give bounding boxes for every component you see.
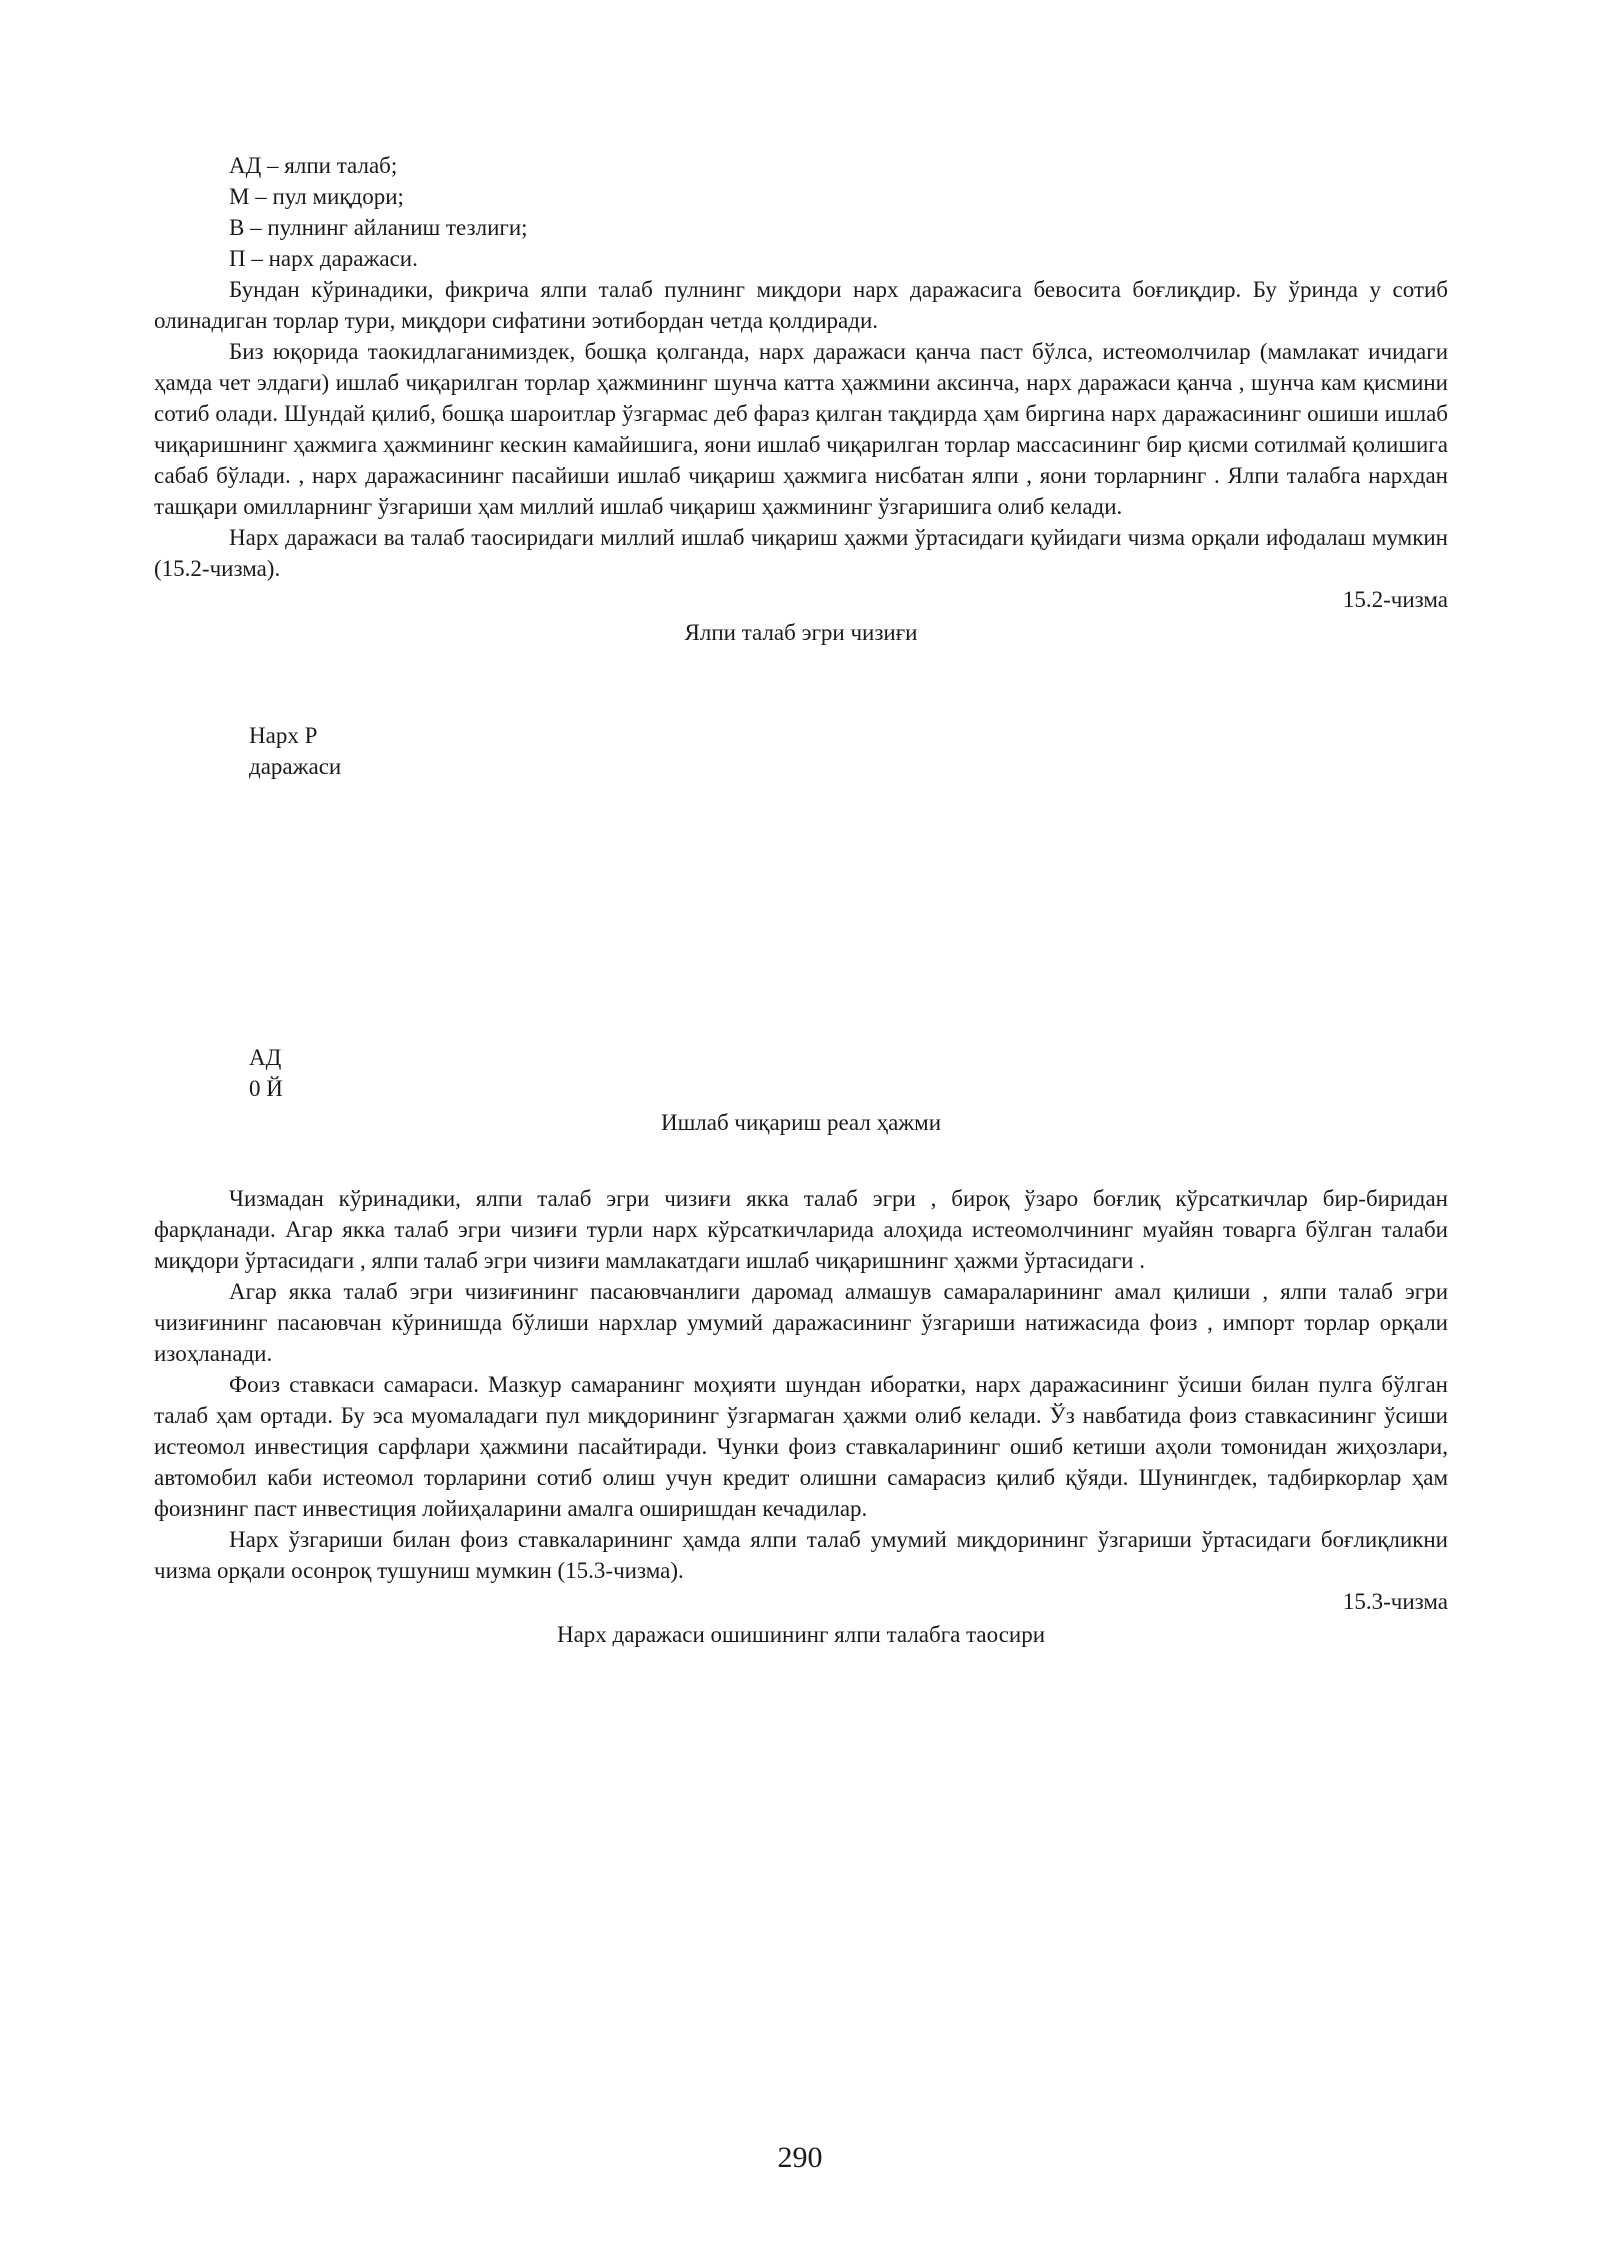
bottom-text-block [154,1183,1448,1650]
body-paragraph: Нарх ўзгариши билан фоиз ставкаларининг ҳамда ялпи талаб умумий миқдорининг ўзгариши ўртасидаги боғлиқликни чизма орқали осонроқ тушуниш мумкин (15.3-чизма). [154,1527,1448,1583]
page-number: 290 [777,2141,823,2174]
y-axis-label-line2: даражаси [249,754,342,779]
figure-x-label-block [154,1107,1448,1138]
x-axis-label: Ишлаб чиқариш реал ҳажми [660,1110,942,1135]
body-paragraph: Биз юқорида таокидлаганимиздек, бошқа қолганда, нарх даражаси қанча паст бўлса, истеомолчилар (мамлакат ичидаги ҳамда чет элдаги) ишлаб чиқарилган торлар ҳажмининг шунча катта ҳажмини аксинча, нарх даражаси қанча , шунча кам қисмини сотиб олади. Шундай қилиб, бошқа шароитлар ўзгармас деб фараз қилган тақдирда ҳам биргина нарх даражасининг ошиши ишлаб чиқаришнинг ҳажмига ҳажмининг кескин камайишига, яони ишлаб чиқарилган торлар массасининг бир қисми сотилмай қолишига сабаб бўлади. , нарх даражасининг пасайиши ишлаб чиқариш ҳажмига нисбатан ялпи , яони торларнинг . Ялпи талабга нархдан ташқари омилларнинг ўзгариши ҳам миллий ишлаб чиқариш ҳажмининг ўзгаришига олиб келади. [154,339,1448,519]
curve-label: АД [249,1045,282,1070]
body-paragraph: Фоиз ставкаси самараси. Мазкур самаранинг моҳияти шундан иборатки, нарх даражасининг ўсиши билан пулга бўлган талаб ҳам ортади. Бу эса муомаладаги пул миқдорининг ўзгармаган ҳажми олиб келади. Ўз навбатида фоиз ставкасининг ўсиши истеомол инвестиция сарфлари ҳажмини пасайтиради. Чунки фоиз ставкаларининг ошиб кетиши аҳоли томонидан жиҳозлари, автомобил каби истеомол торларини сотиб олиш учун кредит олишни самарасиз қилиб қўяди. Шунингдек, тадбиркорлар ҳам фоизнинг паст инвестиция лойиҳаларини амалга оширишдан кечадилар. [154,1372,1448,1521]
definition-line: В – пулнинг айланиш тезлиги; [229,215,528,240]
definition-line: АД – ялпи талаб; [229,153,398,178]
top-text-block [154,150,1448,648]
aggregate-demand-figure [154,720,1448,1140]
body-paragraph: Агар якка талаб эгри чизиғининг пасаювчанлиги даромад алмашув самараларининг амал қилиши , ялпи талаб эгри чизиғининг пасаювчан кўринишда бўлиши нархлар умумий даражасининг ўзгариши натижасида фоиз , импорт торлар орқали изоҳланади. [154,1279,1448,1366]
body-paragraph: Нарх даражаси ва талаб таосиридаги миллий ишлаб чиқариш ҳажми ўртасидаги қуйидаги чизма орқали ифодалаш мумкин (15.2-чизма). [154,525,1448,581]
figure-title: Нарх даражаси ошишининг ялпи талабга таосири [556,1622,1046,1647]
body-paragraph: Бундан кўринадики, фикрича ялпи талаб пулнинг миқдори нарх даражасига бевосита боғлиқдир. Бу ўринда у сотиб олинадиган торлар тури, миқдори сифатини эотибордан четда қолдиради. [154,277,1448,333]
definition-line: М – пул миқдори; [229,184,404,209]
origin-label: 0 Й [249,1076,283,1101]
figure-number: 15.2-чизма [1342,587,1448,612]
figure-number: 15.3-чизма [1342,1589,1448,1614]
figure-title: Ялпи талаб эгри чизиғи [684,620,918,645]
definition-line: П – нарх даражаси. [229,246,418,271]
body-paragraph: Чизмадан кўринадики, ялпи талаб эгри чизиғи якка талаб эгри , бироқ ўзаро боғлиқ кўрсаткичлар бир-биридан фарқланади. Агар якка талаб эгри чизиғи турли нарх кўрсаткичларида алоҳида истеомолчининг муайян товарга бўлган талаби миқдори ўртасидаги , ялпи талаб эгри чизиғи мамлакатдаги ишлаб чиқаришнинг ҳажми ўртасидаги . [154,1186,1448,1273]
y-axis-label-line1: Нарх Р [249,723,318,748]
